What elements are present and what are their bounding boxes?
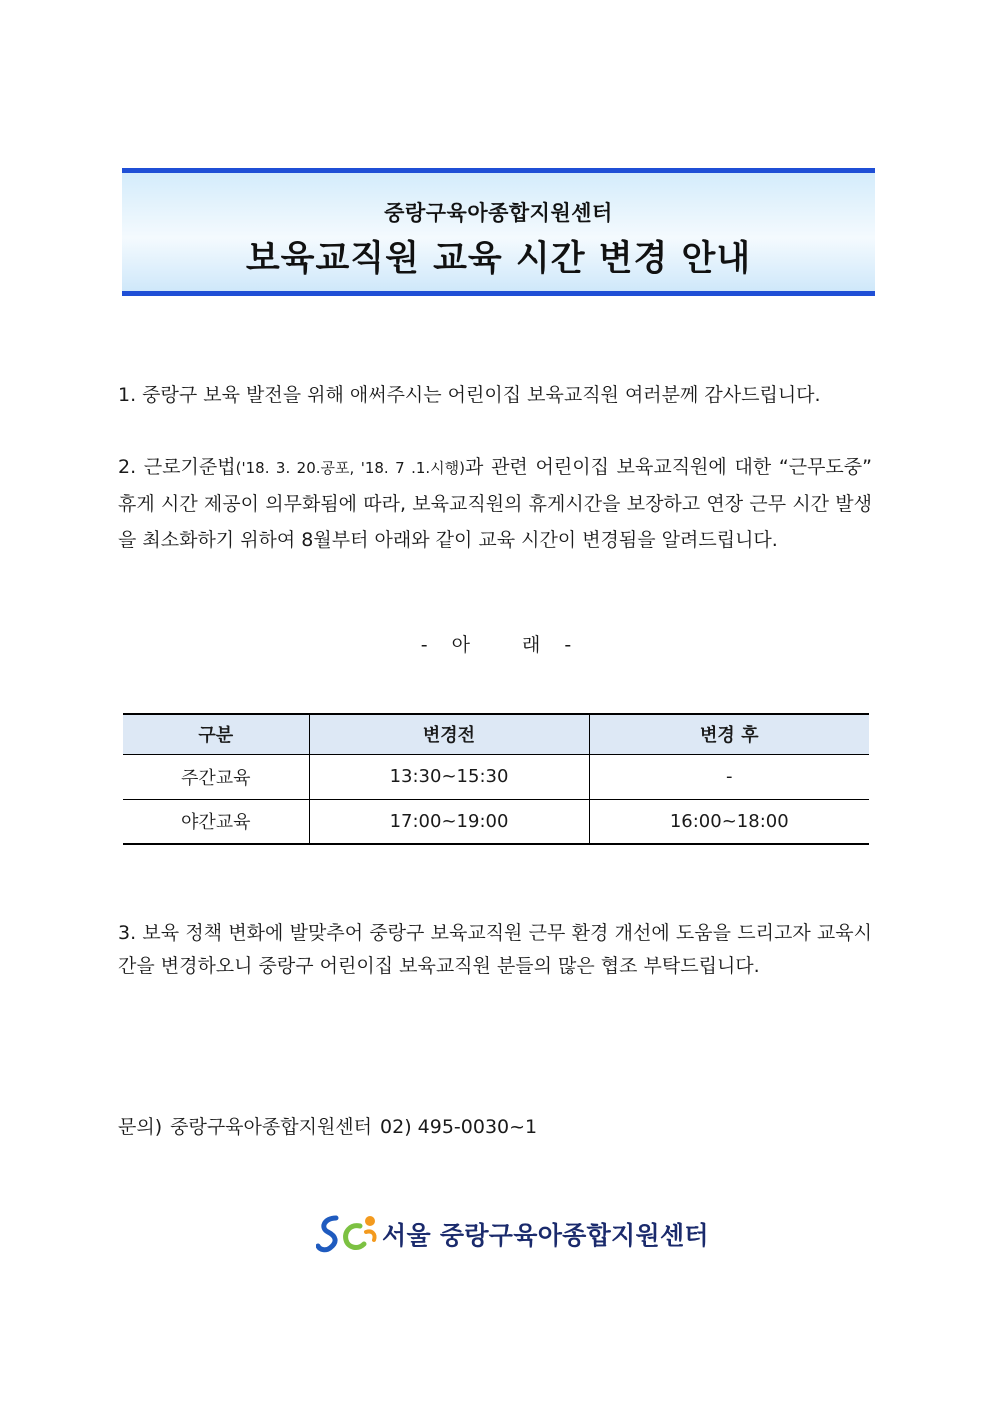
cell-category: 야간교육 <box>123 799 309 844</box>
header-category: 구분 <box>123 714 309 754</box>
page-title: 보육교직원 교육 시간 변경 안내 <box>245 239 752 279</box>
cell-after: - <box>589 754 869 799</box>
paragraph-2-start: 2. 근로기준법 <box>118 456 236 478</box>
contact-org: 중랑구육아종합지원센터 <box>170 1116 373 1138</box>
title-banner <box>122 168 875 296</box>
contact-info <box>118 1112 545 1139</box>
contact-phone: 02) 495-0030~1 <box>380 1116 538 1138</box>
below-marker-dash-right: - <box>564 634 572 656</box>
law-date-note: ('18. 3. 20.공포, '18. 7 .1.시행) <box>235 459 466 477</box>
center-logo-icon <box>316 1212 378 1256</box>
banner-org-name: 중랑구육아종합지원센터 <box>384 201 613 225</box>
header-after: 변경 후 <box>589 714 869 754</box>
schedule-table <box>123 713 869 845</box>
below-marker <box>0 630 992 657</box>
table-row <box>123 799 869 844</box>
footer-logo <box>316 1212 716 1256</box>
paragraph-2 <box>118 449 872 558</box>
cell-before: 13:30~15:30 <box>309 754 589 799</box>
cell-after: 16:00~18:00 <box>589 799 869 844</box>
below-marker-dash-left: - <box>420 634 428 656</box>
table-row <box>123 754 869 799</box>
cell-before: 17:00~19:00 <box>309 799 589 844</box>
footer-org-name: 서울 중랑구육아종합지원센터 <box>382 1221 709 1250</box>
paragraph-2-rest: 과 관련 어린이집 보육교직원에 대한 “근무도중” 휴게 시간 제공이 의무화됨에 따라, 보육교직원의 휴게시간을 보장하고 연장 근무 시간 발생을 최소화하기 위하여 8월부터 아래와 같이 교육 시간이 변경됨을 알려드립니다. <box>118 456 872 551</box>
below-marker-a: 아 <box>451 634 470 656</box>
header-before: 변경전 <box>309 714 589 754</box>
below-marker-rae: 래 <box>522 634 541 656</box>
cell-category: 주간교육 <box>123 754 309 799</box>
table-header-row <box>123 714 869 754</box>
contact-label: 문의) <box>118 1116 163 1138</box>
paragraph-1: 1. 중랑구 보육 발전을 위해 애써주시는 어린이집 보육교직원 여러분께 감사드립니다. <box>118 384 821 406</box>
paragraph-3: 3. 보육 정책 변화에 발맞추어 중랑구 보육교직원 근무 환경 개선에 도움을 드리고자 교육시간을 변경하오니 중랑구 어린이집 보육교직원 분들의 많은 협조 부탁드립니다. <box>118 922 872 977</box>
